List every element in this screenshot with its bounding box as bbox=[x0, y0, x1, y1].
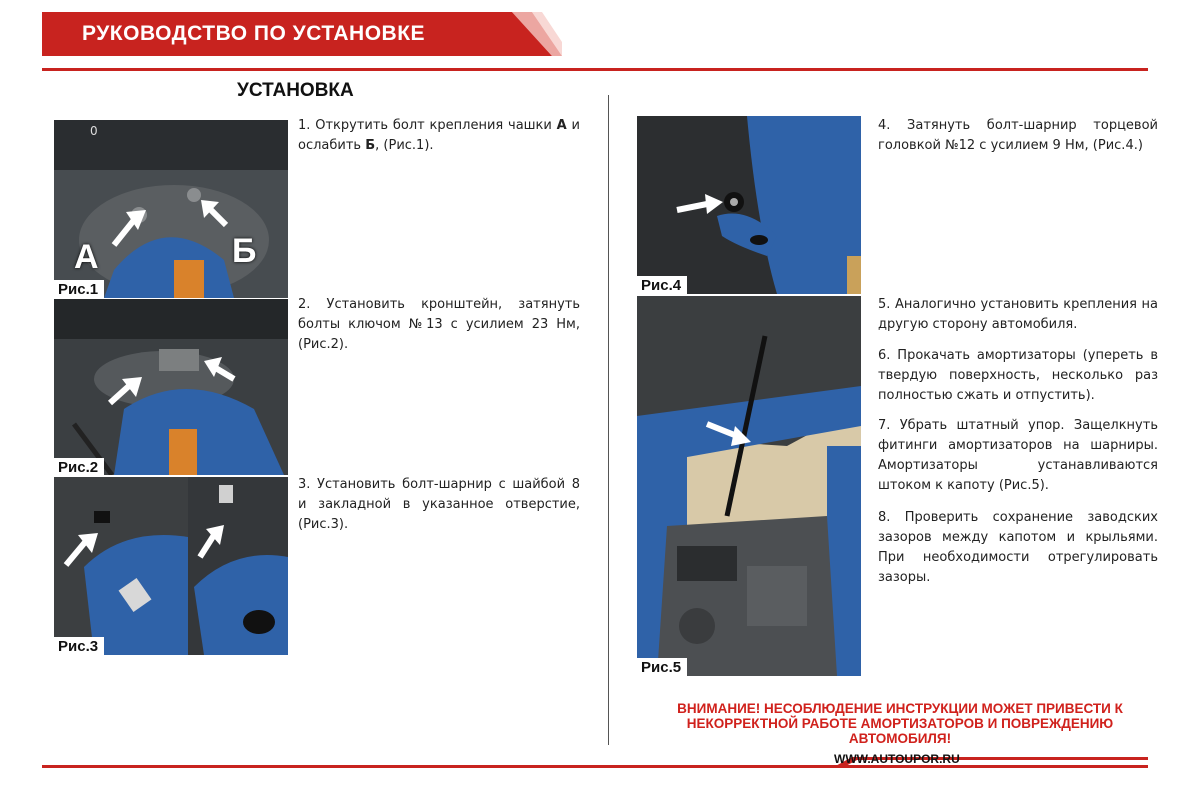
step-8: 8. Проверить сохранение заводских зазоров между капотом и крыльями. При необходимости отрегулировать зазоры. bbox=[878, 510, 1158, 585]
warning-notice: ВНИМАНИЕ! НЕСОБЛЮДЕНИЕ ИНСТРУКЦИИ МОЖЕТ ПРИВЕСТИ К НЕКОРРЕКТНОЙ РАБОТЕ АМОРТИЗАТОРОВ И ПОВРЕЖДЕНИЮ АВТОМОБИЛЯ! bbox=[677, 701, 1123, 746]
step-5: 5. Аналогично установить крепления на другую сторону автомобиля. bbox=[878, 297, 1158, 332]
label-a: А bbox=[74, 238, 99, 276]
step-6: 6. Прокачать амортизаторы (упереть в твердую поверхность, несколько раз полностью сжать и отпустить). bbox=[878, 348, 1158, 403]
figure-5-photo bbox=[637, 296, 861, 676]
header-rule bbox=[42, 68, 1148, 71]
figure-4-caption: Рис.4 bbox=[637, 276, 687, 294]
figure-2-photo bbox=[54, 299, 288, 475]
step-2: 2. Установить кронштейн, затянуть болты ключом №13 с усилием 23 Нм, (Рис.2). bbox=[298, 297, 580, 352]
footer-rule bbox=[42, 757, 1148, 769]
step-1: 1. Открутить болт крепления чашки А и ослабить Б, (Рис.1). bbox=[298, 118, 580, 153]
figure-3-caption: Рис.3 bbox=[54, 637, 104, 655]
column-divider bbox=[608, 95, 609, 745]
step-3: 3. Установить болт-шарнир с шайбой 8 и закладной в указанное отверстие, (Рис.3). bbox=[298, 477, 580, 532]
page-title: РУКОВОДСТВО ПО УСТАНОВКЕ bbox=[82, 22, 426, 45]
step-4: 4. Затянуть болт-шарнир торцевой головкой №12 с усилием 9 Нм, (Рис.4.) bbox=[878, 118, 1158, 153]
website-link[interactable]: WWW.AUTOUPOR.RU bbox=[834, 752, 960, 766]
figure-1-caption: Рис.1 bbox=[54, 280, 104, 298]
figure-1-photo bbox=[54, 120, 288, 298]
figure-3-photo bbox=[54, 477, 288, 655]
figure-5-caption: Рис.5 bbox=[637, 658, 687, 676]
figure-2-caption: Рис.2 bbox=[54, 458, 104, 476]
figure-1-marker: 0 bbox=[90, 124, 98, 138]
step-7: 7. Убрать штатный упор. Защелкнуть фитинги амортизаторов на шарниры. Амортизаторы устанавливаются штоком к капоту (Рис.5). bbox=[878, 418, 1158, 493]
section-title: УСТАНОВКА bbox=[237, 80, 354, 101]
figure-4-photo bbox=[637, 116, 861, 294]
label-b: Б bbox=[232, 232, 257, 270]
